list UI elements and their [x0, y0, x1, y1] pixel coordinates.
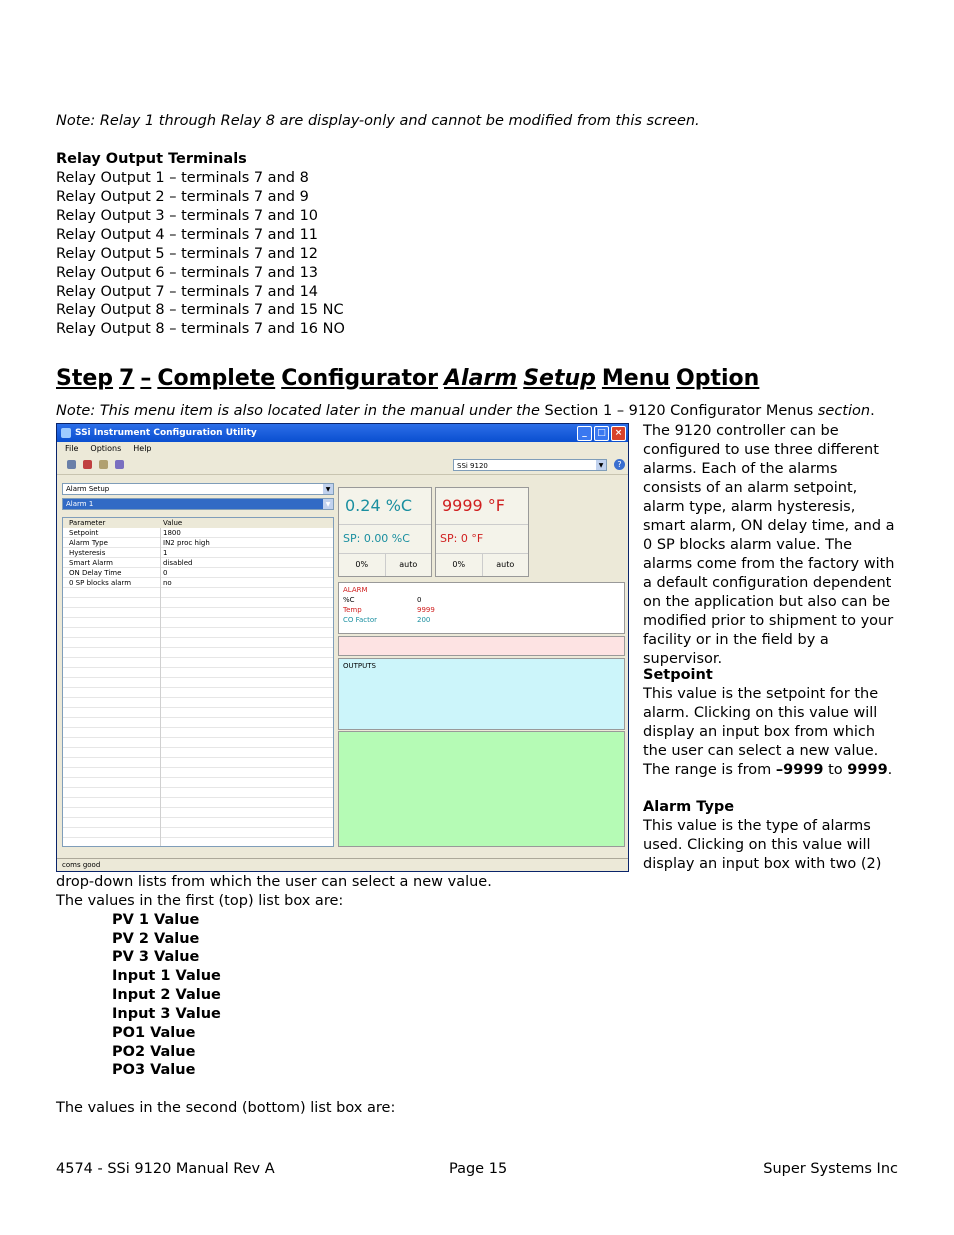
right-panel [337, 483, 626, 847]
device-select[interactable]: SSi 9120 ▼ [453, 459, 607, 471]
alarm-label: ALARM [343, 586, 368, 594]
sp2-value[interactable]: SP: 0 °F [436, 525, 528, 554]
setpoint-text: This value is the setpoint for the alarm. Clicking on this value will display an input box from which the user can select a new value. The range is from –9999 to 9999. [643, 686, 893, 778]
alarm-type-heading: Alarm Type [643, 799, 735, 815]
disconnect-icon[interactable] [83, 460, 92, 469]
list-item: PV 3 Value [112, 949, 200, 965]
relay-line: Relay Output 2 – terminals 7 and 9 [56, 189, 309, 205]
loop1-display [338, 487, 432, 577]
output2-percent: 0% [436, 554, 483, 576]
title-bar [57, 424, 628, 442]
alarm-row-name: CO Factor [343, 616, 378, 624]
relay-line: Relay Output 3 – terminals 7 and 10 [56, 208, 319, 224]
relay-line: Relay Output 5 – terminals 7 and 12 [56, 246, 319, 262]
maximize-icon[interactable]: □ [594, 426, 609, 441]
help-icon[interactable]: ? [614, 459, 625, 470]
table-row[interactable]: 0 SP blocks alarm no [69, 579, 172, 587]
second-list-intro: The values in the second (bottom) list box are: [56, 1100, 396, 1116]
menu-file[interactable]: File [65, 444, 79, 453]
setpoint-heading: Setpoint [643, 667, 713, 683]
footer-page-number: Page 15 [449, 1161, 508, 1177]
table-row[interactable]: Setpoint 1800 [69, 529, 181, 537]
outputs-label: OUTPUTS [343, 662, 376, 670]
menu-location-note: Note: This menu item is also located later in the manual under the Section 1 – 9120 Configurator Menus section. [56, 403, 875, 419]
menu-combo[interactable]: Alarm Setup ▼ [62, 483, 334, 495]
table-row[interactable]: Smart Alarm disabled [69, 559, 193, 567]
output1-percent: 0% [339, 554, 386, 576]
footer-company: Super Systems Inc [763, 1161, 898, 1177]
menu-options[interactable]: Options [90, 444, 122, 453]
toolbar [57, 456, 628, 475]
connect-icon[interactable] [67, 460, 76, 469]
alarm-row-value: 9999 [417, 606, 435, 614]
window-title: SSi Instrument Configuration Utility [75, 428, 257, 438]
parameter-grid [62, 517, 334, 847]
list-item: PV 2 Value [112, 931, 200, 947]
mode1-button[interactable]: auto [399, 560, 418, 569]
grid-header: Parameter Value [63, 518, 333, 528]
relay-line: Relay Output 6 – terminals 7 and 13 [56, 265, 319, 281]
relay-line: Relay Output 8 – terminals 7 and 15 NC [56, 302, 344, 318]
list-item: Input 1 Value [112, 968, 221, 984]
list-item: Input 3 Value [112, 1006, 221, 1022]
alarm-intro: The 9120 controller can be configured to use three different alarms. Each of the alarms consists of an alarm setpoint, alarm type, alarm hysteresis, smart alarm, ON delay time, and a 0 SP blocks alarm value. The alarms come from the factory with a default configuration dependent on the application but also can be modified prior to shipment to your facility or in the field by a supervisor. [643, 423, 895, 667]
sp1-value[interactable]: SP: 0.00 %C [339, 525, 431, 554]
pv1-value: 0.24 %C [339, 488, 431, 525]
mode2-button[interactable]: auto [496, 560, 515, 569]
alarm-status-bar [338, 636, 625, 656]
loop2-display [435, 487, 529, 577]
alarm-row-value: 0 [417, 596, 422, 604]
list-item: Input 2 Value [112, 987, 221, 1003]
config-utility-screenshot [56, 423, 629, 872]
outputs-panel [338, 658, 625, 730]
alarm-type-text: This value is the type of alarms used. Clicking on this value will display an input box with two (2) [643, 818, 882, 872]
pv2-value: 9999 °F [436, 488, 528, 525]
relay-line: Relay Output 4 – terminals 7 and 11 [56, 227, 319, 243]
table-row[interactable]: Alarm Type IN2 proc high [69, 539, 210, 547]
alarm-row-value: 200 [417, 616, 431, 624]
first-list-intro: The values in the first (top) list box are: [56, 893, 344, 909]
list-item: PV 1 Value [112, 912, 200, 928]
relay-line: Relay Output 7 – terminals 7 and 14 [56, 284, 319, 300]
menu-help[interactable]: Help [133, 444, 152, 453]
minimize-icon[interactable]: _ [577, 426, 592, 441]
alarm-combo[interactable]: Alarm 1 ▼ [62, 498, 334, 510]
close-icon[interactable]: × [611, 426, 626, 441]
table-row[interactable]: Hysteresis 1 [69, 549, 168, 557]
table-row[interactable]: ON Delay Time 0 [69, 569, 168, 577]
continuation-text: drop-down lists from which the user can select a new value. [56, 874, 492, 890]
alarm-row-name: Temp [343, 606, 362, 614]
alarm-panel [338, 582, 625, 634]
status-bar: coms good [57, 858, 628, 871]
alarm-row-name: %C [343, 596, 355, 604]
relay-note: Note: Relay 1 through Relay 8 are display-only and cannot be modified from this screen. [56, 113, 700, 129]
relay-line: Relay Output 8 – terminals 7 and 16 NO [56, 321, 345, 337]
list-item: PO3 Value [112, 1062, 196, 1078]
tool-icon[interactable] [99, 460, 108, 469]
app-icon [61, 428, 71, 438]
relay-heading: Relay Output Terminals [56, 151, 247, 167]
section-heading: Step 7 – Complete Configurator Alarm Setup Menu Option [56, 366, 760, 391]
inputs-panel [338, 731, 625, 847]
left-panel [62, 483, 334, 847]
settings-icon[interactable] [115, 460, 124, 469]
relay-line: Relay Output 1 – terminals 7 and 8 [56, 170, 309, 186]
menu-bar [57, 442, 628, 456]
list-item: PO1 Value [112, 1025, 196, 1041]
footer-doc-title: 4574 - SSi 9120 Manual Rev A [56, 1161, 275, 1177]
list-item: PO2 Value [112, 1044, 196, 1060]
